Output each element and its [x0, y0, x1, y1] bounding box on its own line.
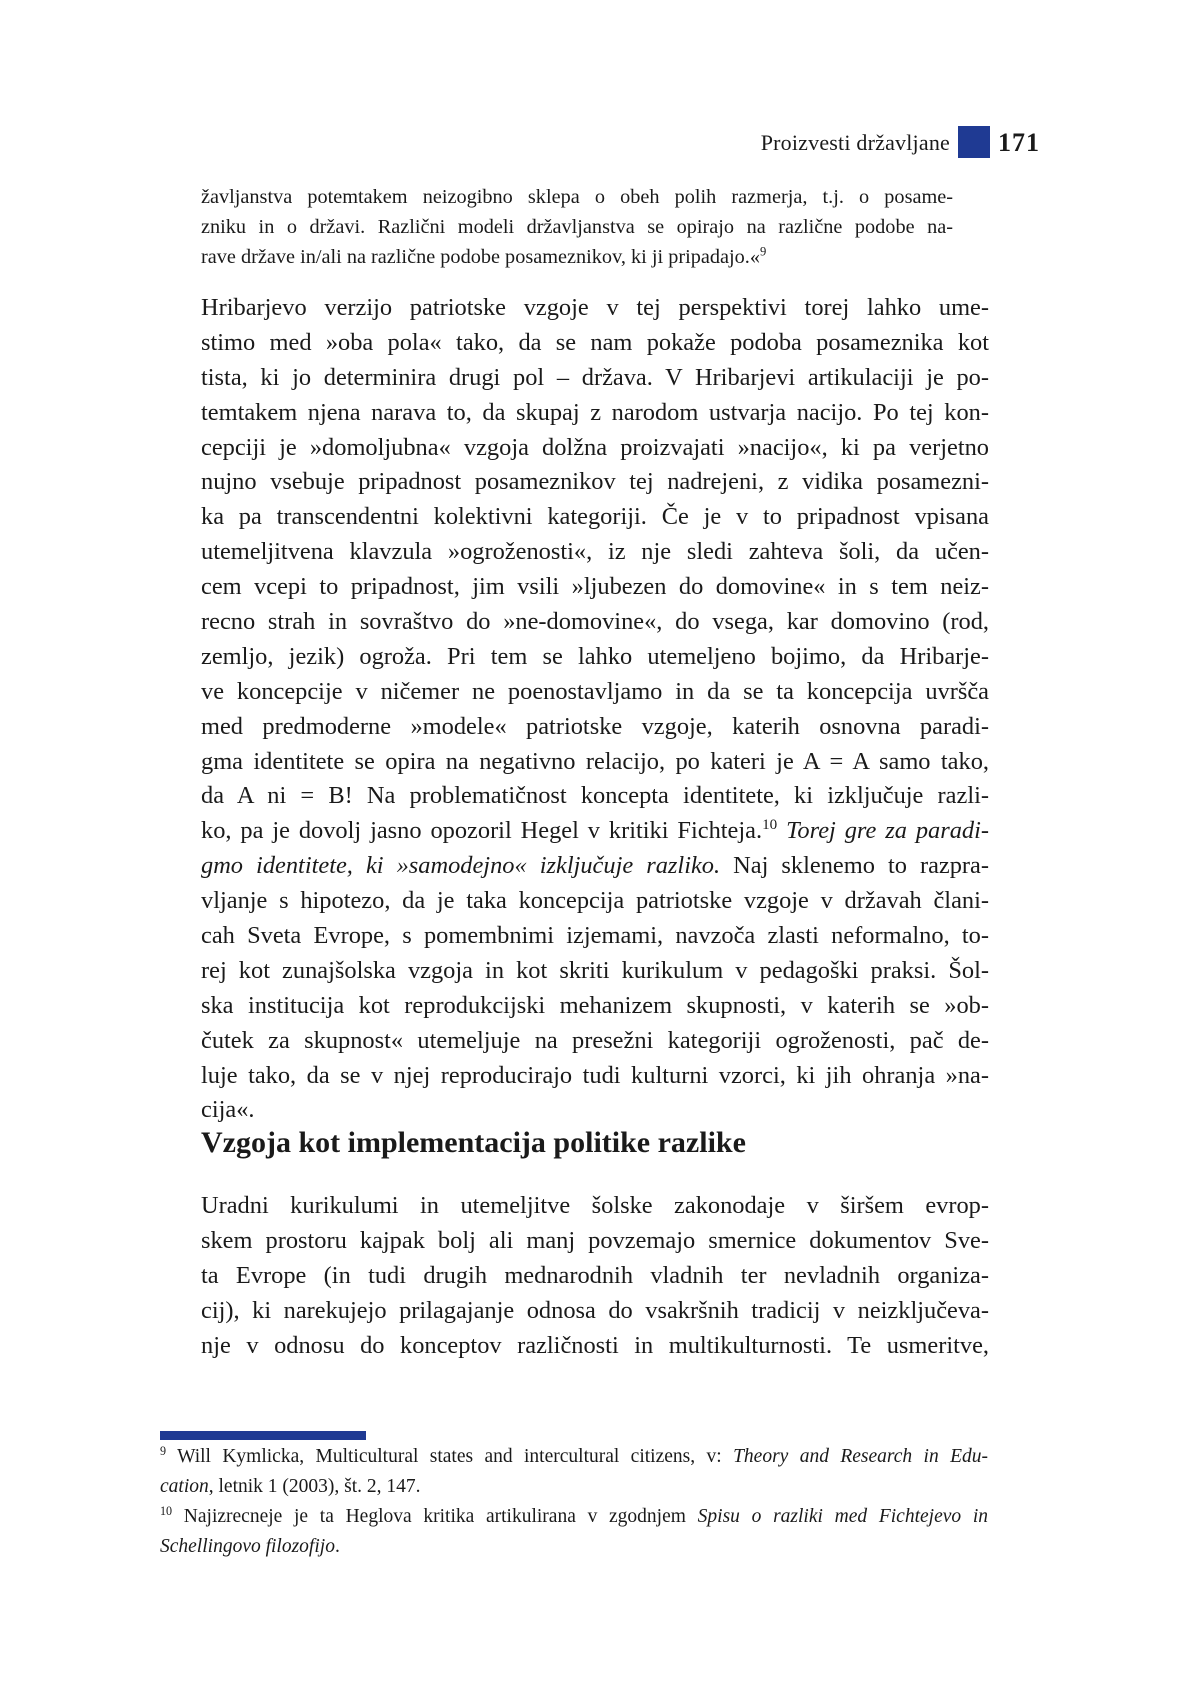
footnote-text: .: [334, 1536, 340, 1557]
footnote-separator: [160, 1431, 366, 1440]
quote-line: žavljanstva potemtakem neizogibno sklepa o obeh polih razmerja, t.j. o posame-: [201, 186, 953, 208]
quote-line: zniku in o državi. Različni modeli državljanstva se opirajo na različne podobe na-: [201, 216, 953, 238]
body-line: med predmoderne »modele« patriotske vzgoje, katerih osnovna paradi-: [201, 712, 989, 740]
body-line: skem prostoru kajpak bolj ali manj povzemajo smernice dokumentov Sve-: [201, 1226, 989, 1254]
body-line: čutek za skupnost« utemeljuje na presežni kategoriji ogroženosti, pač de-: [201, 1026, 989, 1054]
body-line: nujno vsebuje pripadnost posameznikov tej nadrejeni, z vidika posamezni-: [201, 468, 989, 496]
footnotes: [160, 1442, 988, 1562]
footnote-text: Will Kymlicka, Multicultural states and intercultural citizens, v:: [177, 1446, 722, 1467]
emphasis-text: gmo identitete, ki »samodejno« izključuje razliko.: [201, 852, 721, 880]
body-line: rej kot zunajšolska vzgoja in kot skriti kurikulum v pedagoški praksi. Šol-: [201, 956, 989, 984]
body-line: ta Evrope (in tudi drugih mednarodnih vladnih ter nevladnih organiza-: [201, 1261, 989, 1289]
body-line: stimo med »oba pola« tako, da se nam pokaže podoba posameznika kot: [201, 328, 989, 356]
body-text: ko, pa je dovolj jasno opozoril Hegel v kritiki Fichteja.: [201, 817, 763, 845]
body-line: Hribarjevo verzijo patriotske vzgoje v tej perspektivi torej lahko ume-: [201, 294, 989, 321]
emphasis-text: Torej gre za paradi-: [786, 817, 989, 845]
body-line: tista, ki jo determinira drugi pol – država. V Hribarjevi artikulaciji je po-: [201, 363, 989, 391]
running-head-title: Proizvesti državljane: [760, 130, 950, 155]
footnote-italic: cation: [160, 1476, 209, 1497]
quote-line-last: [201, 242, 953, 272]
footnote-9-line: [160, 1472, 988, 1502]
body-line: ska institucija kot reprodukcijski mehanizem skupnosti, v katerih se »ob-: [201, 991, 989, 1019]
footnote-italic: Theory and Research in Edu-: [733, 1446, 988, 1467]
body-line: vljanje s hipotezo, da je taka koncepcija patriotske vzgoje v državah člani-: [201, 887, 989, 915]
footnote-text: Najizrecneje je ta Heglova kritika artikulirana v zgodnjem: [183, 1506, 686, 1527]
body-line: [201, 849, 989, 884]
footnote-10-line: [160, 1502, 988, 1532]
section-heading: Vzgoja kot implementacija politike razlike: [201, 1126, 746, 1159]
body-line: cepciji je »domoljubna« vzgoja dolžna proizvajati »nacijo«, ki pa verjetno: [201, 433, 989, 461]
quote-line-text: rave države in/ali na različne podobe posameznikov, ki ji pripadajo.«: [201, 246, 761, 268]
body-line: nje v odnosu do konceptov različnosti in multikulturnosti. Te usmeritve,: [201, 1331, 989, 1359]
block-quote: [201, 182, 953, 272]
footnote-10-line: [160, 1532, 988, 1562]
body-line: ve koncepcije v ničemer ne poenostavljamo in da se ta koncepcija uvršča: [201, 677, 989, 705]
body-line: ka pa transcendentni kolektivni kategoriji. Če je v to pripadnost vpisana: [201, 503, 989, 531]
footnote-ref-10[interactable]: 10: [762, 817, 778, 834]
body-line: da A ni = B! Na problematičnost koncepta identitete, ki izključuje razli-: [201, 782, 989, 810]
body-text: Naj sklenemo to razpra-: [733, 852, 990, 880]
footnote-9-line: [160, 1442, 988, 1472]
body-line: luje tako, da se v njej reproducirajo tudi kulturni vzorci, ki jih ohranja »na-: [201, 1061, 989, 1089]
running-head-square-marker: [958, 126, 990, 158]
footnote-italic: Spisu o razliki med Fichtejevo in: [697, 1506, 989, 1527]
paragraph-2: [201, 1189, 989, 1363]
body-line: temtakem njena narava to, da skupaj z narodom ustvarja nacijo. Po tej kon-: [201, 398, 989, 426]
footnote-text: , letnik 1 (2003), št. 2, 147.: [208, 1476, 421, 1497]
running-head: [600, 126, 1040, 160]
body-line: zemljo, jezik) ogroža. Pri tem se lahko utemeljeno bojimo, da Hribarje-: [201, 642, 989, 670]
body-line: cij), ki narekujejo prilagajanje odnosa do vsakršnih tradicij v neizključeva-: [201, 1296, 989, 1324]
page-number: 171: [998, 128, 1040, 157]
body-line: gma identitete se opira na negativno relacijo, po kateri je A = A samo tako,: [201, 747, 989, 775]
body-line: cem vcepi to pripadnost, jim vsili »ljubezen do domovine« in s tem neiz-: [201, 573, 989, 601]
footnote-italic: Schellingovo filozofijo: [160, 1536, 335, 1557]
footnote-number: 10: [160, 1503, 173, 1518]
paragraph-1: [201, 291, 989, 1128]
body-line: cija«.: [201, 1096, 255, 1124]
body-line: recno strah in sovraštvo do »ne-domovine«, do vsega, kar domovino (rod,: [201, 608, 989, 636]
body-line: cah Sveta Evrope, s pomembnimi izjemami, navzoča zlasti neformalno, to-: [201, 922, 989, 950]
body-line: utemeljitvena klavzula »ogroženosti«, iz nje sledi zahteva šoli, da učen-: [201, 538, 989, 566]
body-line: [201, 814, 989, 849]
footnote-ref-9[interactable]: 9: [760, 244, 767, 259]
footnote-number: 9: [160, 1443, 167, 1458]
body-line: Uradni kurikulumi in utemeljitve šolske zakonodaje v širšem evrop-: [201, 1192, 989, 1219]
